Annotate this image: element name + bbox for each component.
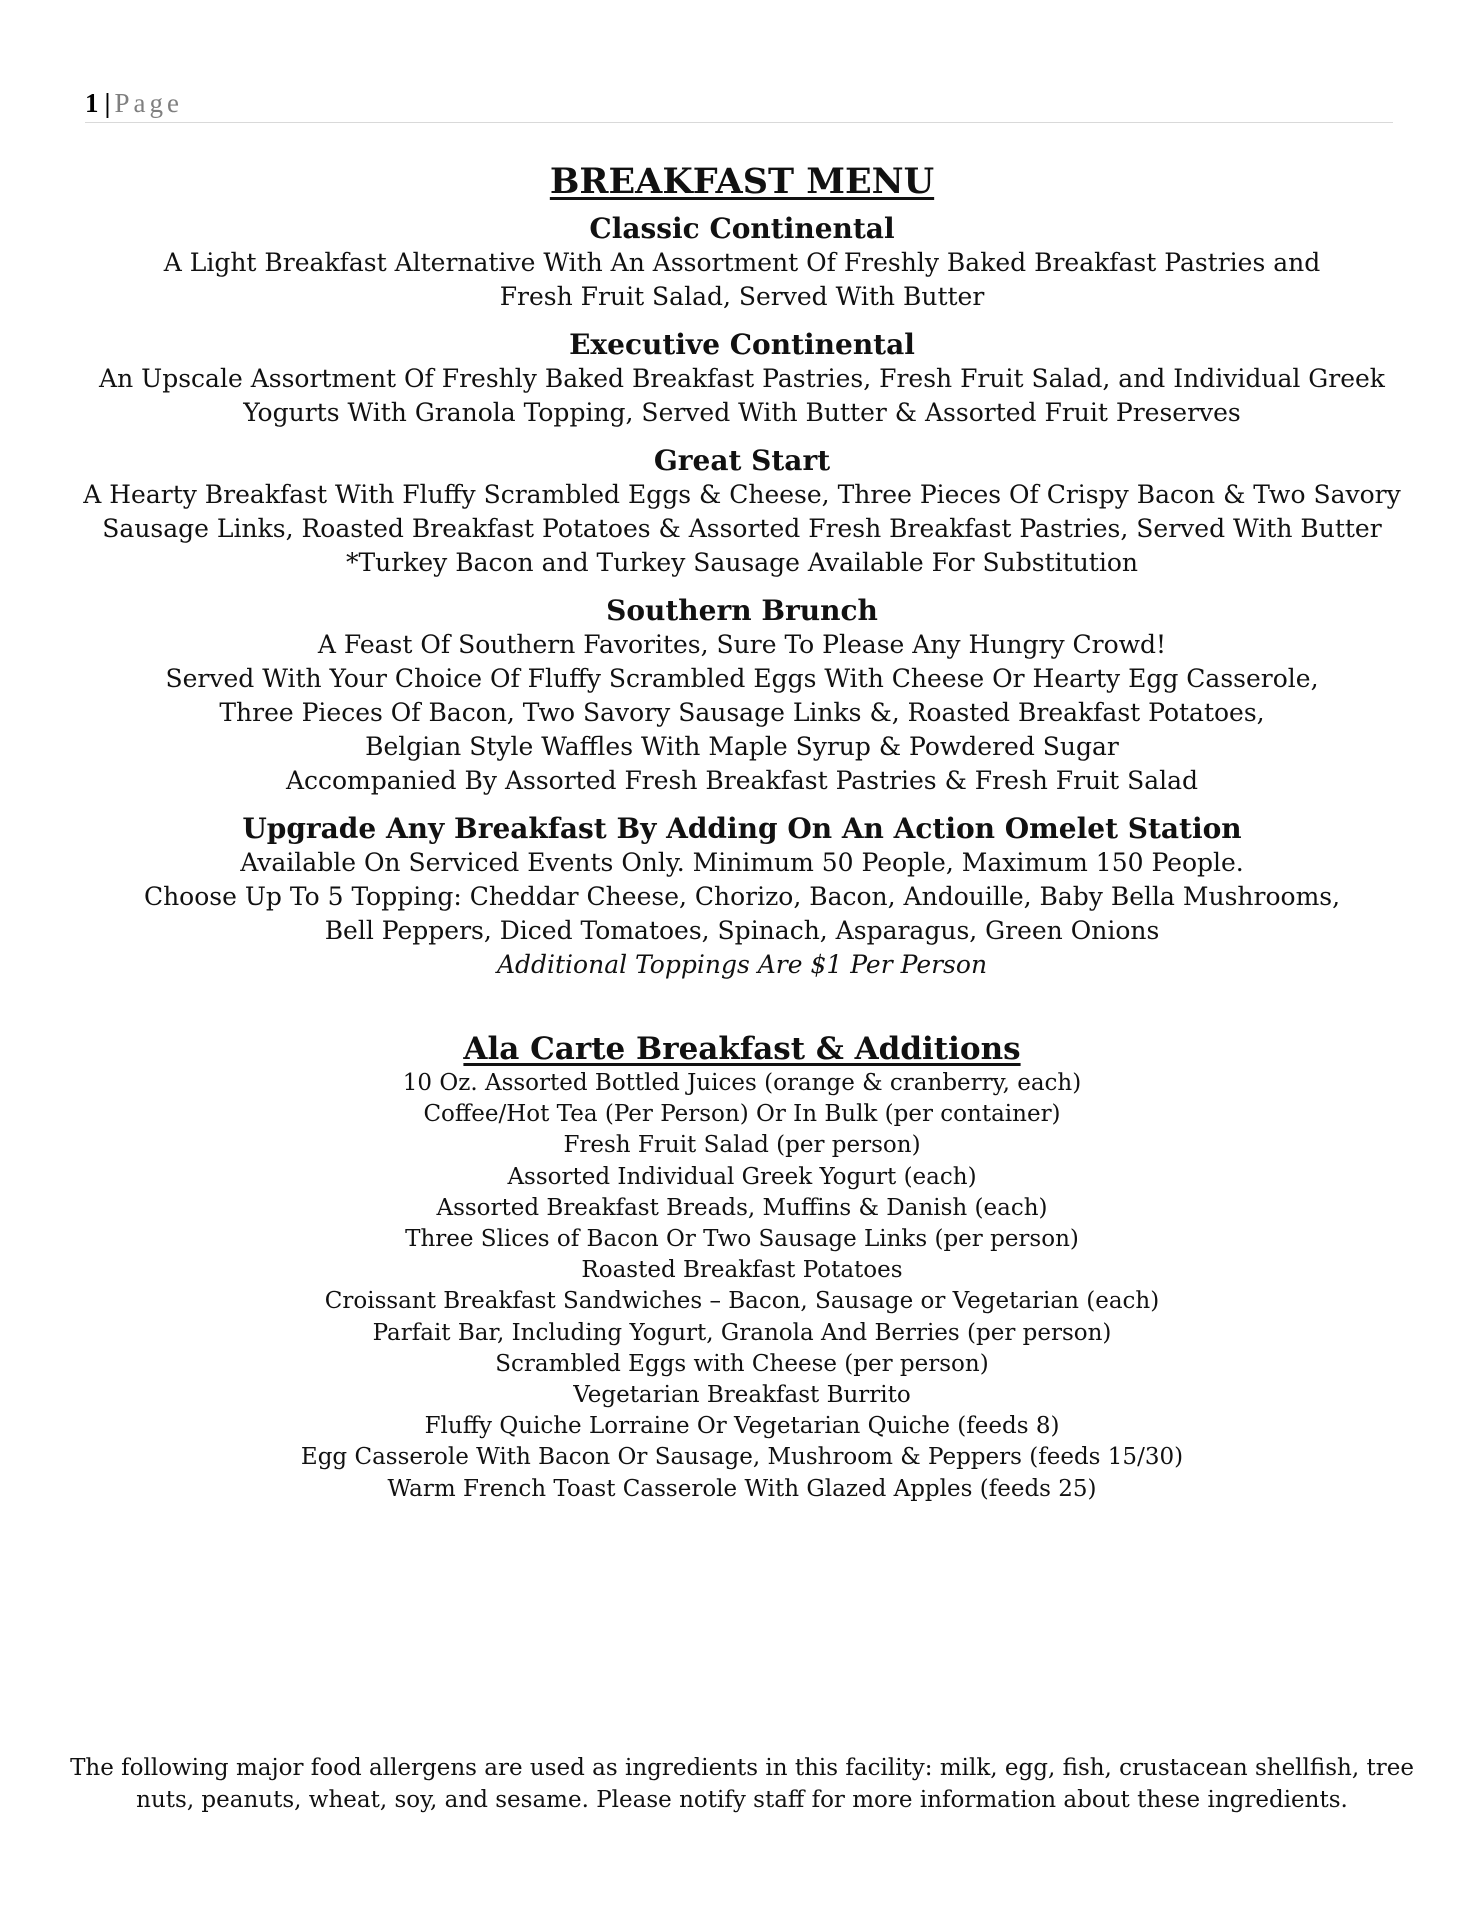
section-description-line: Belgian Style Waffles With Maple Syrup & Powdered Sugar — [365, 732, 1119, 761]
section-description-line: A Hearty Breakfast With Fluffy Scrambled Eggs & Cheese, Three Pieces Of Crispy Bacon & Two Savory — [83, 480, 1401, 509]
alacarte-item: Scrambled Eggs with Cheese (per person) — [495, 1350, 989, 1377]
section-description-line: Served With Your Choice Of Fluffy Scrambled Eggs With Cheese Or Hearty Egg Casserole, — [165, 664, 1319, 693]
page-number: 1 — [85, 88, 99, 118]
additional-toppings-note: Additional Toppings Are $1 Per Person — [496, 950, 988, 979]
section-classic-continental — [70, 212, 1414, 314]
allergen-line: nuts, peanuts, wheat, soy, and sesame. Please notify staff for more information about these ingredients. — [136, 1787, 1348, 1813]
menu-content — [70, 160, 1414, 1505]
alacarte-section — [70, 1030, 1414, 1505]
alacarte-title: Ala Carte Breakfast & Additions — [463, 1031, 1021, 1067]
page-label: Page — [114, 88, 183, 118]
section-description-line: An Upscale Assortment Of Freshly Baked Breakfast Pastries, Fresh Fruit Salad, and Individual Greek — [99, 364, 1385, 393]
alacarte-item: Egg Casserole With Bacon Or Sausage, Mushroom & Peppers (feeds 15/30) — [300, 1444, 1184, 1471]
section-omelet-station — [70, 812, 1414, 982]
allergen-notice — [70, 1752, 1414, 1816]
alacarte-item: Coffee/Hot Tea (Per Person) Or In Bulk (per container) — [423, 1101, 1061, 1128]
section-title: Classic Continental — [589, 212, 895, 245]
section-description-line: Choose Up To 5 Topping: Cheddar Cheese, Chorizo, Bacon, Andouille, Baby Bella Mushrooms, — [143, 882, 1341, 911]
section-description-line: Sausage Links, Roasted Breakfast Potatoes & Assorted Fresh Breakfast Pastries, Served With Butter — [102, 514, 1382, 543]
section-description-line: A Feast Of Southern Favorites, Sure To Please Any Hungry Crowd! — [317, 630, 1167, 659]
section-description-line: Available On Serviced Events Only. Minimum 50 People, Maximum 150 People. — [240, 848, 1244, 877]
section-description-line: Three Pieces Of Bacon, Two Savory Sausage Links &, Roasted Breakfast Potatoes, — [219, 698, 1265, 727]
section-executive-continental — [70, 328, 1414, 430]
alacarte-item: Warm French Toast Casserole With Glazed Apples (feeds 25) — [387, 1475, 1097, 1502]
section-description-line: Yogurts With Granola Topping, Served With Butter & Assorted Fruit Preserves — [243, 398, 1241, 427]
alacarte-item: 10 Oz. Assorted Bottled Juices (orange & cranberry, each) — [402, 1070, 1082, 1096]
section-great-start — [70, 444, 1414, 580]
section-title: Southern Brunch — [606, 594, 878, 627]
section-description-line: Accompanied By Assorted Fresh Breakfast Pastries & Fresh Fruit Salad — [285, 766, 1199, 795]
alacarte-item: Assorted Individual Greek Yogurt (each) — [507, 1163, 977, 1190]
alacarte-item: Vegetarian Breakfast Burrito — [573, 1382, 911, 1409]
section-description-line: Bell Peppers, Diced Tomatoes, Spinach, Asparagus, Green Onions — [324, 916, 1160, 945]
section-title: Great Start — [653, 444, 831, 477]
menu-title: BREAKFAST MENU — [549, 161, 935, 202]
section-description-line: A Light Breakfast Alternative With An Assortment Of Freshly Baked Breakfast Pastries and — [163, 248, 1321, 277]
alacarte-item: Fluffy Quiche Lorraine Or Vegetarian Quiche (feeds 8) — [424, 1413, 1060, 1440]
allergen-line: The following major food allergens are used as ingredients in this facility: milk, egg, fish, crustacean shellfish, tree — [70, 1755, 1414, 1781]
section-description-line: *Turkey Bacon and Turkey Sausage Available For Substitution — [345, 548, 1138, 577]
alacarte-item: Croissant Breakfast Sandwiches – Bacon, Sausage or Vegetarian (each) — [324, 1288, 1160, 1315]
section-southern-brunch — [70, 594, 1414, 798]
page-header — [85, 86, 1393, 123]
page-separator: | — [104, 88, 111, 118]
section-description-line: Fresh Fruit Salad, Served With Butter — [499, 282, 985, 311]
alacarte-item: Fresh Fruit Salad (per person) — [563, 1132, 921, 1159]
alacarte-item: Three Slices of Bacon Or Two Sausage Links (per person) — [405, 1226, 1079, 1253]
alacarte-item: Assorted Breakfast Breads, Muffins & Danish (each) — [436, 1194, 1048, 1221]
alacarte-item: Roasted Breakfast Potatoes — [581, 1257, 903, 1284]
section-title: Executive Continental — [569, 328, 915, 361]
alacarte-item: Parfait Bar, Including Yogurt, Granola And Berries (per person) — [372, 1319, 1112, 1346]
section-title: Upgrade Any Breakfast By Adding On An Action Omelet Station — [242, 812, 1242, 845]
